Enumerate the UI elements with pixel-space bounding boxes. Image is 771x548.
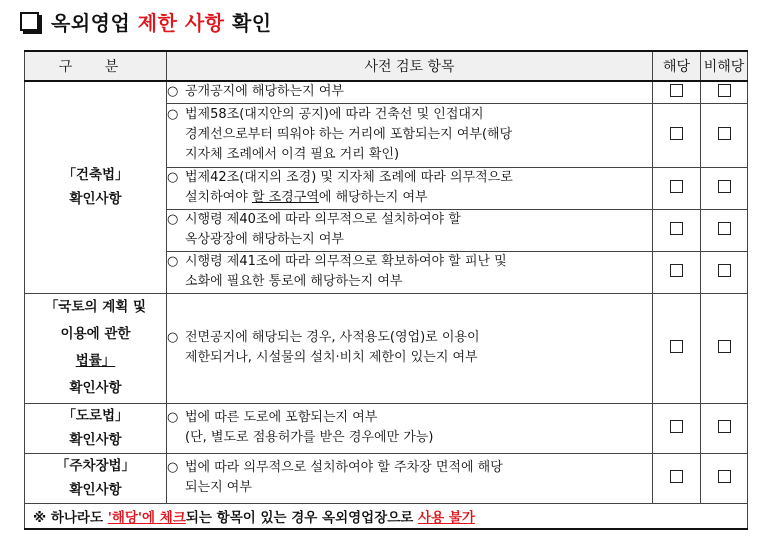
category-planning-act: 「국토의 계획 및 이용에 관한 법률」 확인사항 xyxy=(25,293,167,403)
not-applicable-checkbox[interactable] xyxy=(718,127,731,140)
category-building-act: 「건축법」 확인사항 xyxy=(25,81,167,293)
checklist-item: ○ 법제58조(대지안의 공지)에 따라 건축선 및 인접대지 경계선으로부터 띄워야 하는 거리에 포함되는지 여부(해당 지자체 조례에서 이격 필요 거리 확인) xyxy=(167,103,653,167)
applicable-checkbox[interactable] xyxy=(670,127,683,140)
applicable-checkbox[interactable] xyxy=(670,84,683,97)
not-applicable-checkbox[interactable] xyxy=(718,180,731,193)
header-items: 사전 검토 항목 xyxy=(167,51,653,81)
not-applicable-checkbox[interactable] xyxy=(718,222,731,235)
header-applicable: 해당 xyxy=(653,51,701,81)
applicable-checkbox[interactable] xyxy=(670,340,683,353)
not-applicable-checkbox[interactable] xyxy=(718,340,731,353)
not-applicable-checkbox[interactable] xyxy=(718,264,731,277)
checklist-table xyxy=(24,50,748,530)
bullet-circle-icon: ○ xyxy=(167,107,179,122)
category-road-act: 「도로법」 확인사항 xyxy=(25,403,167,453)
checklist-item: ○ 시행령 제41조에 따라 의무적으로 확보하여야 할 피난 및 소화에 필요한 통로에 해당하는지 여부 xyxy=(167,251,653,293)
footer-row xyxy=(25,503,748,529)
checklist-item: ○ 전면공지에 해당되는 경우, 사적용도(영업)로 이용이 제한되거나, 시설물의 설치·비치 제한이 있는지 여부 xyxy=(167,293,653,403)
title-highlight: 제한 사항 xyxy=(137,10,225,35)
title-part1: 옥외영업 xyxy=(51,10,138,35)
applicable-checkbox[interactable] xyxy=(670,222,683,235)
footer-note: ※ 하나라도 '해당'에 체크되는 항목이 있는 경우 옥외영업장으로 사용 불가 xyxy=(25,503,748,529)
footer-highlight-check: '해당'에 체크 xyxy=(107,509,186,526)
bullet-circle-icon: ○ xyxy=(167,212,179,227)
applicable-checkbox[interactable] xyxy=(670,470,683,483)
bullet-circle-icon: ○ xyxy=(167,330,179,345)
bullet-circle-icon: ○ xyxy=(167,410,179,425)
checklist-item: ○ 시행령 제40조에 따라 의무적으로 설치하여야 할 옥상광장에 해당하는지 여부 xyxy=(167,209,653,251)
not-applicable-checkbox[interactable] xyxy=(718,84,731,97)
checkbox-icon xyxy=(20,12,39,31)
checklist-item: ○ 법에 따른 도로에 포함되는지 여부 (단, 별도로 점용허가를 받은 경우에만 가능) xyxy=(167,403,653,453)
table-row xyxy=(25,293,748,403)
footer-highlight-unusable: 사용 불가 xyxy=(418,509,475,526)
bullet-circle-icon: ○ xyxy=(167,254,179,269)
checklist-item: ○ 공개공지에 해당하는지 여부 xyxy=(167,81,653,103)
checklist-item: ○ 법에 따라 의무적으로 설치하여야 할 주차장 면적에 해당 되는지 여부 xyxy=(167,453,653,503)
bullet-circle-icon: ○ xyxy=(167,170,179,185)
table-row xyxy=(25,81,748,103)
applicable-checkbox[interactable] xyxy=(670,264,683,277)
category-parking-act: 「주차장법」 확인사항 xyxy=(25,453,167,503)
not-applicable-checkbox[interactable] xyxy=(718,420,731,433)
table-row xyxy=(25,403,748,453)
table-header-row xyxy=(25,51,748,81)
title-part3: 확인 xyxy=(224,10,272,35)
header-category: 구 분 xyxy=(25,51,167,81)
header-not-applicable: 비해당 xyxy=(701,51,748,81)
table-row xyxy=(25,453,748,503)
not-applicable-checkbox[interactable] xyxy=(718,470,731,483)
page-title xyxy=(20,4,272,38)
applicable-checkbox[interactable] xyxy=(670,180,683,193)
applicable-checkbox[interactable] xyxy=(670,420,683,433)
bullet-circle-icon: ○ xyxy=(167,84,179,100)
bullet-circle-icon: ○ xyxy=(167,460,179,475)
checklist-item: ○ 법제42조(대지의 조경) 및 지자체 조례에 따라 의무적으로 설치하여야 할 조경구역에 해당하는지 여부 xyxy=(167,167,653,209)
